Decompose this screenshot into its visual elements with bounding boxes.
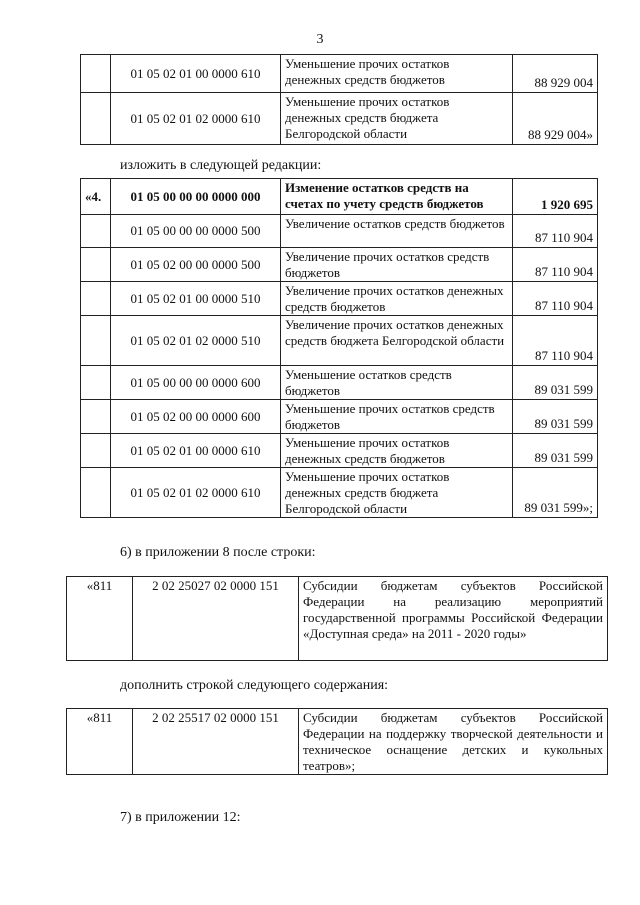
revenue-description: Субсидии бюджетам субъектов Российской Федерации на реализацию мероприятий государственной программы Российской Федерации «Доступная среда» на 2011 - 2020 годы» <box>299 577 608 661</box>
table-row <box>81 316 598 366</box>
row-number: «4. <box>81 179 111 215</box>
budget-code: 01 05 00 00 00 0000 500 <box>111 215 281 248</box>
row-description: Уменьшение прочих остатков денежных средств бюджета Белгородской области <box>281 93 513 145</box>
table-row <box>81 434 598 468</box>
row-description: Уменьшение прочих остатков денежных средств бюджетов <box>281 55 513 93</box>
revenue-table-added <box>66 708 608 775</box>
page-number: 3 <box>316 32 324 47</box>
table-row <box>81 215 598 248</box>
row-number <box>81 93 111 145</box>
row-description: Увеличение прочих остатков денежных средств бюджетов <box>281 282 513 316</box>
row-value: 88 929 004 <box>513 55 598 93</box>
row-value: 87 110 904 <box>513 215 598 248</box>
budget-code: 01 05 02 01 02 0000 610 <box>111 468 281 518</box>
budget-code: 01 05 02 01 02 0000 610 <box>111 93 281 145</box>
row-description: Увеличение прочих остатков денежных средств бюджета Белгородской области <box>281 316 513 366</box>
budget-table-old <box>80 54 598 145</box>
table-row <box>67 577 608 661</box>
row-description: Уменьшение прочих остатков средств бюджетов <box>281 400 513 434</box>
table-row <box>67 709 608 775</box>
budget-table-new <box>80 178 598 518</box>
table-row <box>81 366 598 400</box>
add-instruction: дополнить строкой следующего содержания: <box>120 678 389 693</box>
row-value: 1 920 695 <box>513 179 598 215</box>
row-number <box>81 282 111 316</box>
row-value: 87 110 904 <box>513 316 598 366</box>
row-description: Изменение остатков средств на счетах по учету средств бюджетов <box>281 179 513 215</box>
row-value: 89 031 599 <box>513 434 598 468</box>
budget-code: 01 05 02 01 00 0000 510 <box>111 282 281 316</box>
table-row <box>81 179 598 215</box>
revenue-code: 2 02 25517 02 0000 151 <box>133 709 299 775</box>
row-description: Уменьшение прочих остатков денежных средств бюджетов <box>281 434 513 468</box>
row-value: 87 110 904 <box>513 248 598 282</box>
revenue-code: 2 02 25027 02 0000 151 <box>133 577 299 661</box>
table-row <box>81 400 598 434</box>
table-row <box>81 468 598 518</box>
row-value: 89 031 599 <box>513 400 598 434</box>
budget-code: 01 05 00 00 00 0000 000 <box>111 179 281 215</box>
row-number <box>81 434 111 468</box>
budget-code: 01 05 02 01 02 0000 510 <box>111 316 281 366</box>
table-row <box>81 248 598 282</box>
item-6-heading: 6) в приложении 8 после строки: <box>120 545 316 560</box>
budget-code: 01 05 02 00 00 0000 500 <box>111 248 281 282</box>
budget-code: 01 05 02 00 00 0000 600 <box>111 400 281 434</box>
row-number <box>81 366 111 400</box>
row-number <box>81 55 111 93</box>
budget-code: 01 05 02 01 00 0000 610 <box>111 434 281 468</box>
table-row <box>81 55 598 93</box>
row-number <box>81 215 111 248</box>
row-description: Увеличение прочих остатков средств бюджетов <box>281 248 513 282</box>
row-value: 89 031 599»; <box>513 468 598 518</box>
admin-code: «811 <box>67 709 133 775</box>
admin-code: «811 <box>67 577 133 661</box>
budget-code: 01 05 02 01 00 0000 610 <box>111 55 281 93</box>
table-row <box>81 282 598 316</box>
row-number <box>81 400 111 434</box>
row-number <box>81 316 111 366</box>
revenue-description: Субсидии бюджетам субъектов Российской Федерации на поддержку творческой деятельности и техническое оснащение детских и кукольных театров»; <box>299 709 608 775</box>
item-7-heading: 7) в приложении 12: <box>120 810 241 825</box>
row-number <box>81 468 111 518</box>
row-value: 88 929 004» <box>513 93 598 145</box>
row-description: Увеличение остатков средств бюджетов <box>281 215 513 248</box>
table-row <box>81 93 598 145</box>
row-value: 89 031 599 <box>513 366 598 400</box>
row-number <box>81 248 111 282</box>
row-description: Уменьшение прочих остатков денежных средств бюджета Белгородской области <box>281 468 513 518</box>
budget-code: 01 05 00 00 00 0000 600 <box>111 366 281 400</box>
row-description: Уменьшение остатков средств бюджетов <box>281 366 513 400</box>
revenue-table-existing <box>66 576 608 661</box>
row-value: 87 110 904 <box>513 282 598 316</box>
edit-instruction: изложить в следующей редакции: <box>120 158 322 173</box>
